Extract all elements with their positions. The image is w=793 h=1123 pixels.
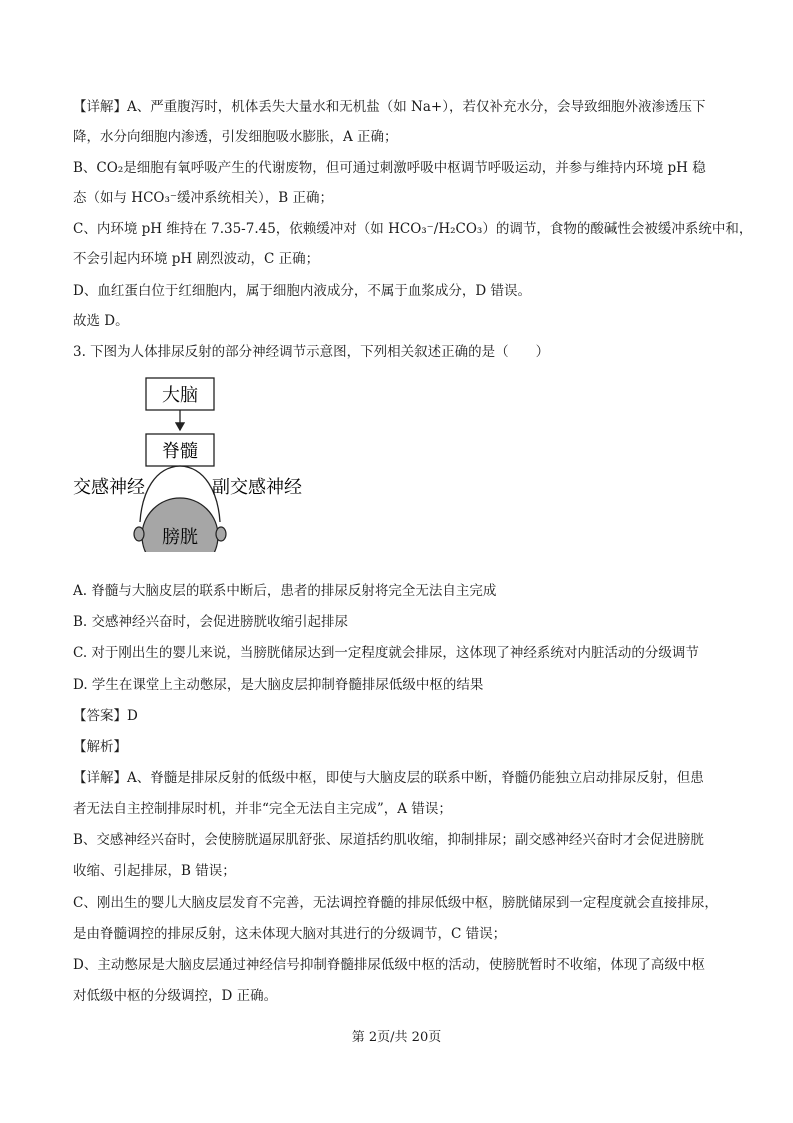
parasympathetic-label: 副交感神经: [212, 477, 302, 498]
q2-detail-d: D、血红蛋白位于红细胞内，属于细胞内液成分，不属于血浆成分，D 错误。: [73, 283, 531, 299]
sympathetic-label: 交感神经: [73, 477, 145, 498]
q3-analysis-line5: C、刚出生的婴儿大脑皮层发育不完善，无法调控脊髓的排尿低级中枢，膀胱储尿到一定程度就会直接排尿，: [73, 895, 718, 911]
q3-analysis-line1: 【详解】A、脊髓是排尿反射的低级中枢，即使与大脑皮层的联系中断，脊髓仍能独立启动排尿反射，但患: [73, 770, 704, 786]
q2-detail-b-line2: 态（如与 HCO₃⁻缓冲系统相关），B 正确；: [73, 190, 333, 206]
q3-analysis-line2: 者无法自主控制排尿时机，并非“完全无法自主完成”，A 错误；: [73, 801, 452, 817]
right-effector: [216, 527, 226, 541]
q3-option-b: B. 交感神经兴奋时，会促进膀胱收缩引起排尿: [73, 614, 349, 630]
q2-detail-c-line2: 不会引起内环境 pH 剧烈波动，C 正确；: [73, 251, 320, 267]
q3-analysis-line8: 对低级中枢的分级调控，D 正确。: [73, 988, 278, 1004]
reflex-diagram-svg: [70, 372, 320, 552]
q3-analysis-line4: 收缩、引起排尿，B 错误；: [73, 863, 236, 879]
brain-label: 大脑: [162, 385, 198, 406]
left-effector: [134, 527, 144, 541]
spinal-cord-label: 脊髓: [162, 441, 198, 462]
q3-analysis-line6: 是由脊髓调控的排尿反射，这未体现大脑对其进行的分级调节，C 错误；: [73, 926, 507, 942]
q3-option-a: A. 脊髓与大脑皮层的联系中断后，患者的排尿反射将完全无法自主完成: [73, 583, 497, 599]
q3-option-d: D. 学生在课堂上主动憋尿，是大脑皮层抑制脊髓排尿低级中枢的结果: [73, 677, 484, 693]
reflex-diagram: [70, 372, 320, 552]
q3-stem: 3. 下图为人体排尿反射的部分神经调节示意图，下列相关叙述正确的是（ ）: [73, 344, 550, 360]
q3-analysis-line7: D、主动憋尿是大脑皮层通过神经信号抑制脊髓排尿低级中枢的活动，使膀胱暂时不收缩，体现了高级中枢: [73, 957, 705, 973]
q2-detail-a-line2: 降，水分向细胞内渗透，引发细胞吸水膨胀，A 正确；: [73, 129, 398, 145]
q2-detail-a-line1: 【详解】A、严重腹泻时，机体丢失大量水和无机盐（如 Na+），若仅补充水分，会导致细胞外液渗透压下: [73, 99, 706, 115]
q2-detail-c-line1: C、内环境 pH 维持在 7.35-7.45，依赖缓冲对（如 HCO₃⁻/H₂CO₃）的调节，食物的酸碱性会被缓冲系统中和，: [73, 221, 753, 237]
q2-conclusion: 故选 D。: [73, 313, 129, 329]
q2-detail-b-line1: B、CO₂是细胞有氧呼吸产生的代谢废物，但可通过刺激呼吸中枢调节呼吸运动，并参与维持内环境 pH 稳: [73, 160, 706, 176]
q3-option-c: C. 对于刚出生的婴儿来说，当膀胱储尿达到一定程度就会排尿，这体现了神经系统对内脏活动的分级调节: [73, 645, 699, 661]
q3-analysis-line3: B、交感神经兴奋时，会使膀胱逼尿肌舒张、尿道括约肌收缩，抑制排尿；副交感神经兴奋时才会促进膀胱: [73, 832, 704, 848]
page-number: 第 2页/共 20页: [351, 1030, 442, 1045]
bladder-label: 膀胱: [162, 527, 198, 548]
q3-analysis-title: 【解析】: [73, 739, 127, 755]
q3-answer: 【答案】D: [73, 708, 138, 724]
